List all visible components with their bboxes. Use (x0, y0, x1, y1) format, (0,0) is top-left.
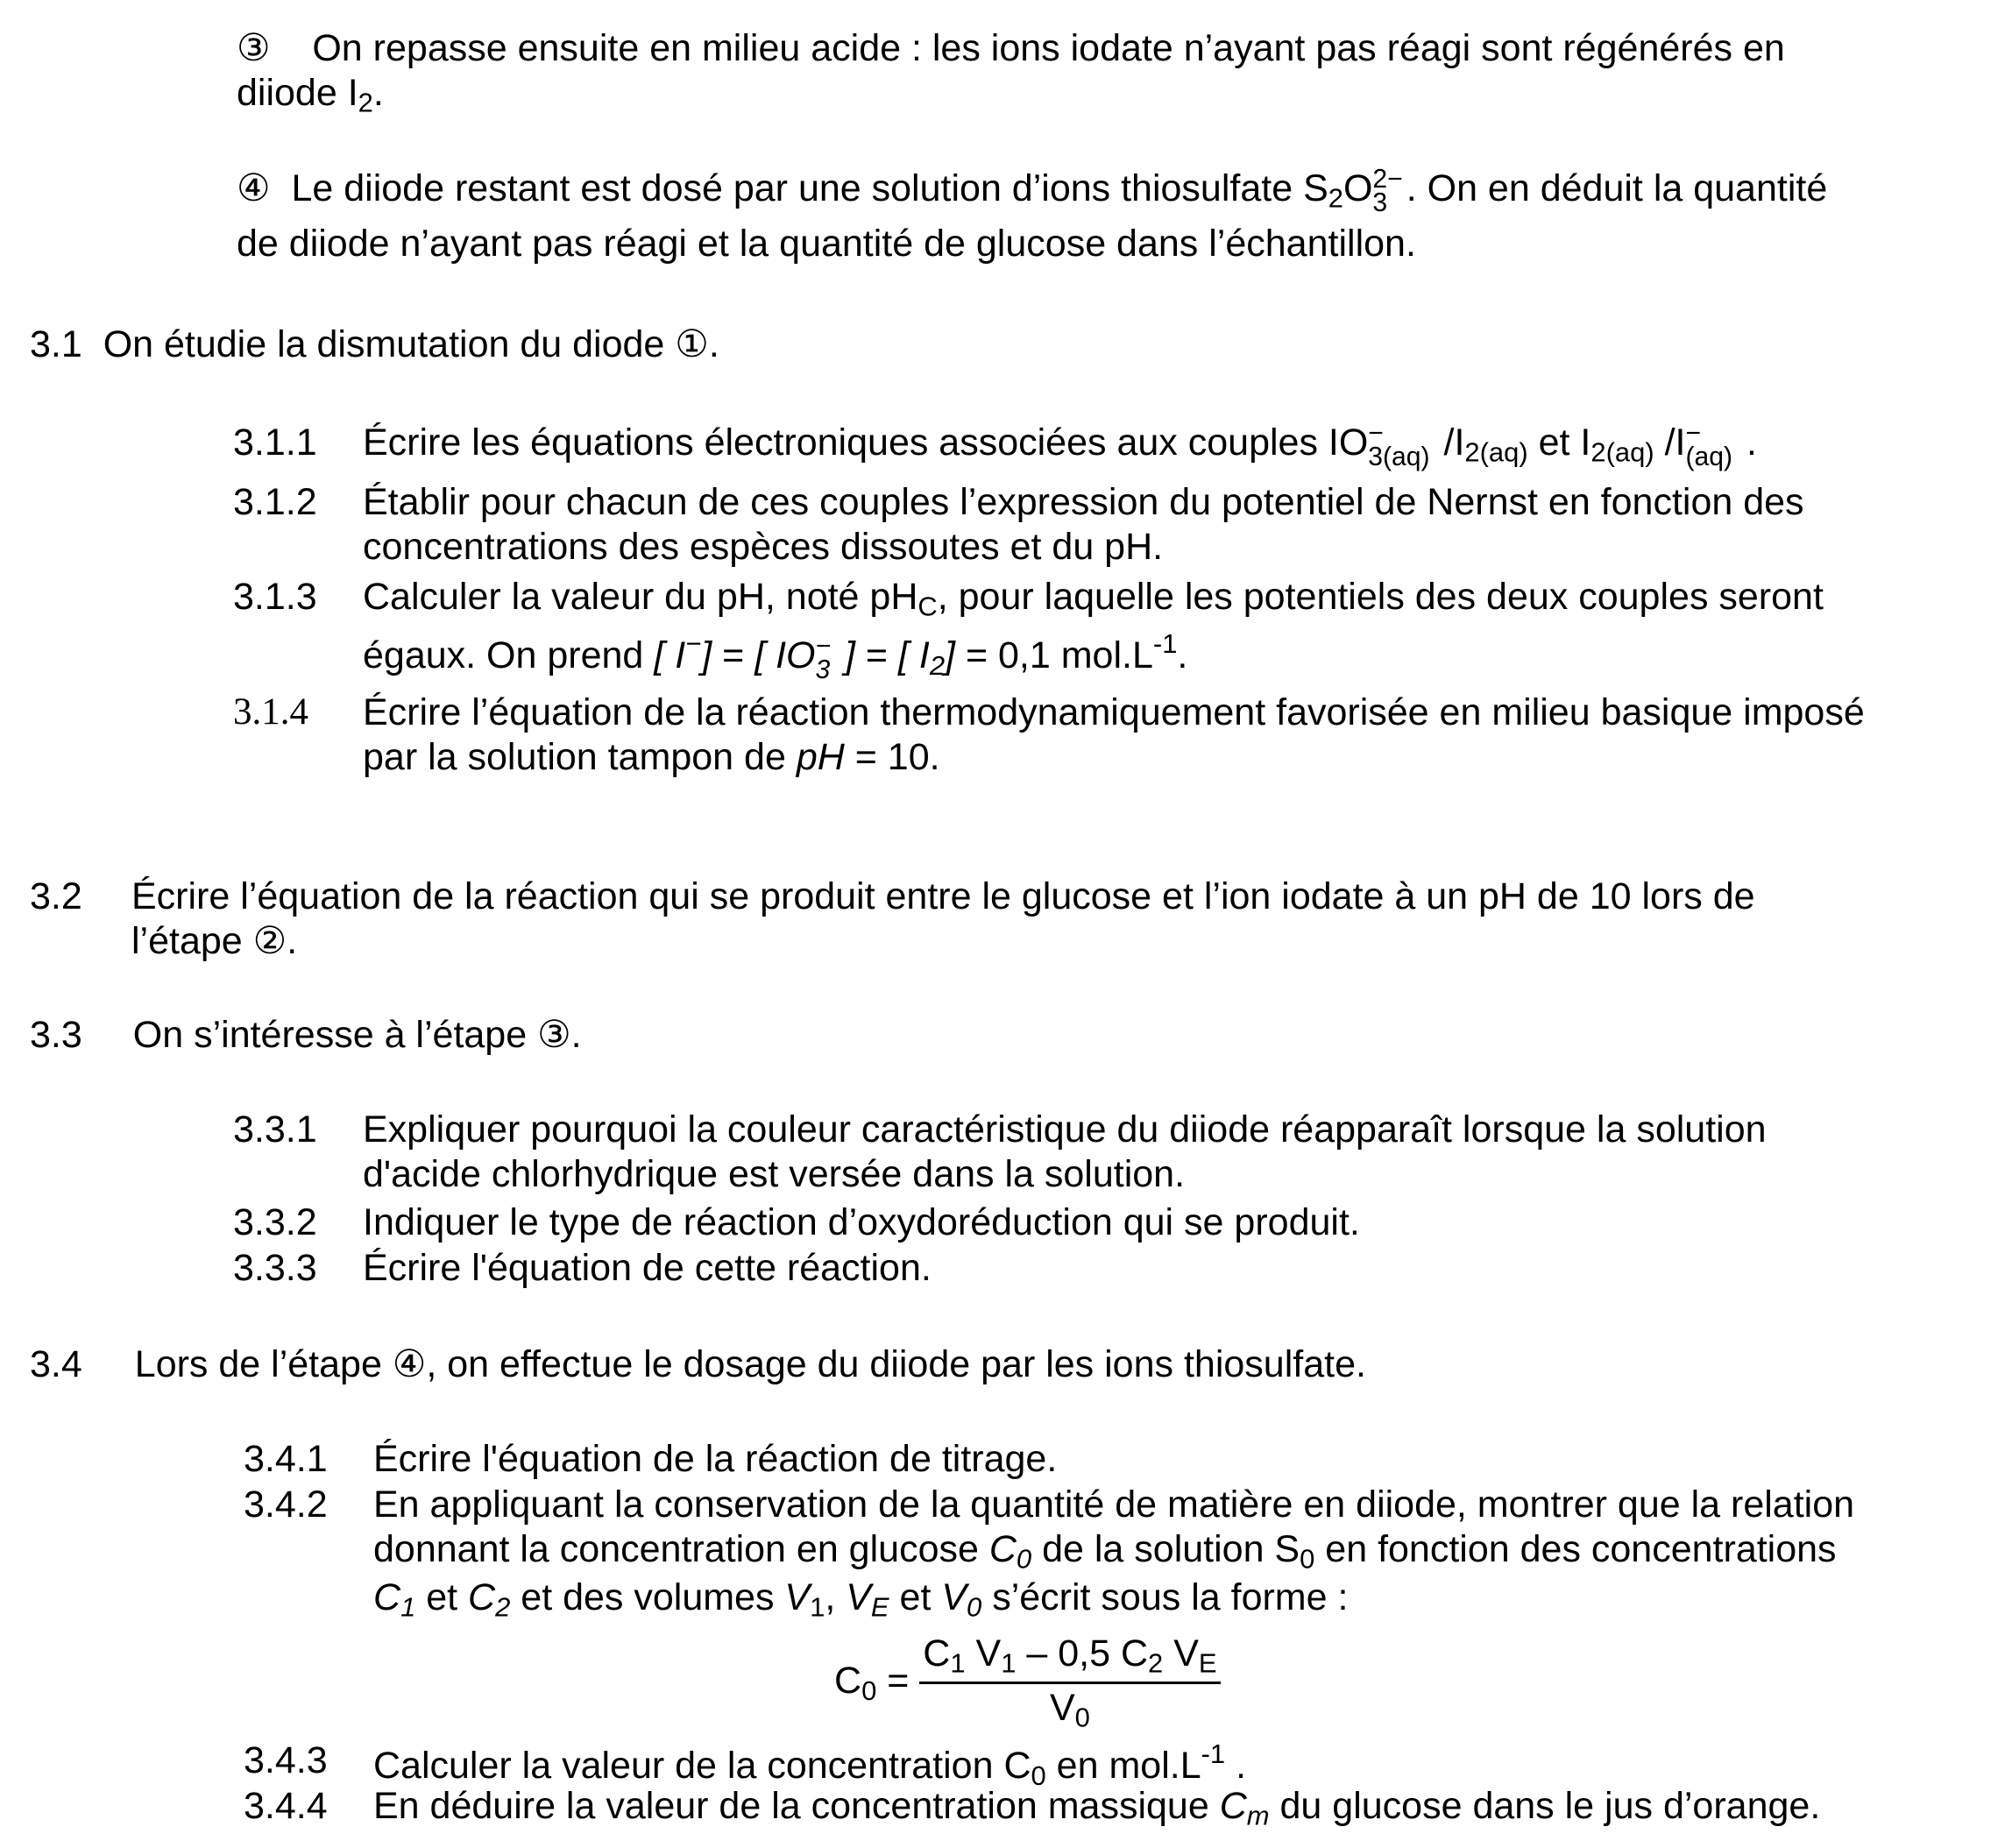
intro-step3-line2: diiode $I_2$. (237, 71, 384, 118)
q33-heading: 3.3 On s’intéresse à l’étape ③. (30, 1014, 582, 1056)
formula-denominator: $V_0$ (1049, 1687, 1090, 1733)
intro-step4-line1: ④ Le diiode restant est dosé par une solution d’ions thiosulfate $S_2O$ 2− 3 . On en déduit la quantité (237, 164, 1828, 217)
step4-marker: ④ (237, 167, 271, 209)
step3-marker: ③ (237, 27, 271, 69)
q31-heading: 3.1 On étudie la dismutation du diode ①. (30, 323, 719, 365)
formula-fraction (919, 1632, 1220, 1735)
intro-step4 (237, 166, 1986, 266)
q34-heading: 3.4 Lors de l’étape ④, on effectue le dosage du diiode par les ions thiosulfate. (30, 1343, 1366, 1385)
formula-numerator: $C_1$ $V_1 - 0,5$ $C_2$ $V_E$ (919, 1632, 1220, 1684)
formula-c0: $C_0$ = $\frac{C_1 V_1 - 0,5 C_2 V_E}{V_0}$ (834, 1632, 1221, 1735)
intro-step4-line2: de diiode n’ayant pas réagi et la quantité de glucose dans l’échantillon. (237, 223, 1416, 266)
intro-step3 (237, 26, 1986, 119)
intro-step3-line1: ③ On repasse ensuite en milieu acide : les ions iodate n’ayant pas réagi sont régénérés en (237, 27, 1785, 69)
